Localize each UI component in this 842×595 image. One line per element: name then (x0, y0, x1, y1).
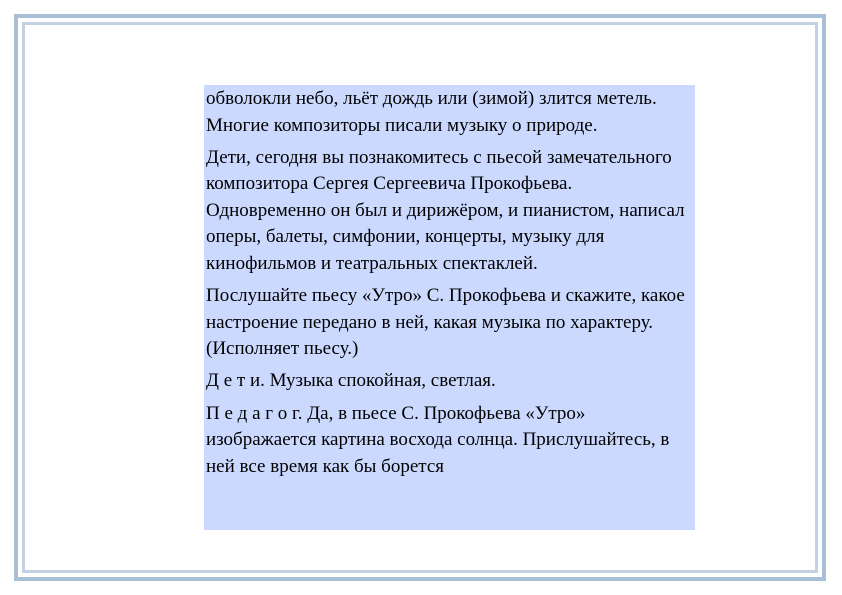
highlighted-text-block (204, 85, 695, 530)
paragraph-nature-intro: обволокли небо, льёт дождь или (зимой) злится метель. Многие композиторы писали музыку о природе. (206, 88, 657, 136)
paragraph-children-answer: Д е т и. Музыка спокойная, светлая. (206, 370, 496, 392)
paragraph-teacher-explanation: П е д а г о г. Да, в пьесе С. Прокофьева «Утро» изображается картина восхода солнца. Прислушайтесь, в ней все время как бы борется (206, 402, 670, 477)
paragraph-listen-prompt: Послушайте пьесу «Утро» С. Прокофьева и скажите, какое настроение передано в ней, какая музыка по характеру. (Исполняет пьесу.) (206, 285, 685, 360)
paragraph-prokofiev-bio: Дети, сегодня вы познакомитесь с пьесой замечательного композитора Сергея Сергеевича Прокофьева. Одновременно он был и дирижёром, и пианистом, написал оперы, балеты, симфонии, концерты, музыку для кинофильмов и театральных спектаклей. (206, 146, 685, 275)
